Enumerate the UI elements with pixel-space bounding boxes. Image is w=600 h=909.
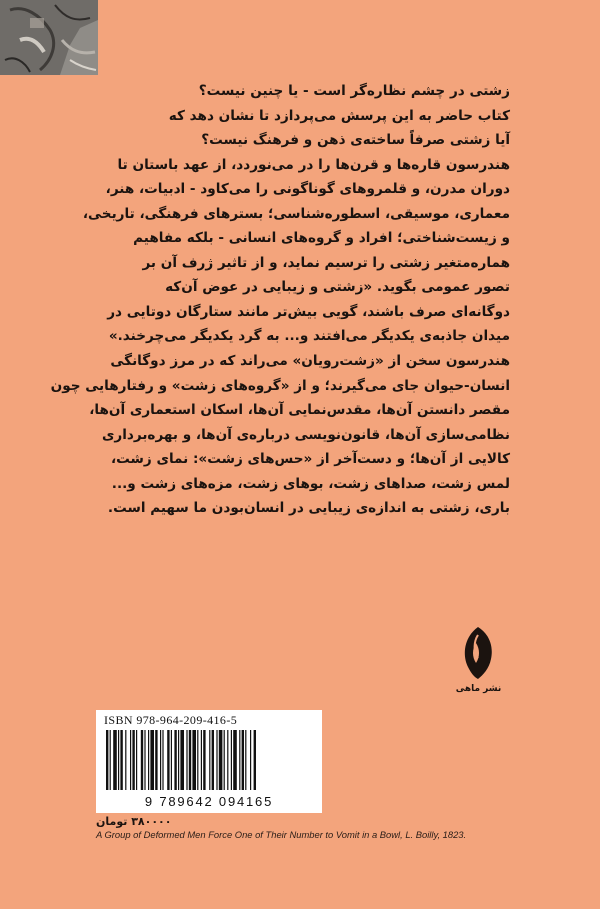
isbn-label: ISBN 978-964-209-416-5 bbox=[104, 713, 238, 727]
blurb-line: نظامی‌سازی آن‌ها، قانون‌نویسی درباره‌ی آن‌ها، و بهره‌برداری bbox=[101, 426, 510, 443]
blurb-line: معماری، موسیقی، اسطوره‌شناسی؛ بسترهای فرهنگی، تاریخی، bbox=[82, 205, 510, 222]
price-label: ۳۸۰۰۰۰ تومان bbox=[96, 815, 172, 828]
blurb-line: میدان جاذبه‌ی یکدیگر می‌افتند و... به گرد یکدیگر می‌چرخند.» bbox=[108, 328, 510, 345]
blurb-line: آیا زشتی صرفاً ساخته‌ی ذهن و فرهنگ نیست؟ bbox=[201, 132, 510, 149]
cover-artwork-fragment bbox=[0, 0, 98, 75]
barcode-digits: 9 789642 094165 bbox=[144, 794, 274, 809]
blurb-line: کالایی از آن‌ها؛ و دست‌آخر از «حس‌های زشت»: نمای زشت، bbox=[111, 451, 510, 468]
publisher-logo-text: نشر ماهی bbox=[456, 684, 501, 694]
barcode-panel bbox=[96, 710, 322, 813]
blurb-line: لمس زشت، صداهای زشت، بوهای زشت، مزه‌های زشت و... bbox=[111, 475, 510, 492]
blurb-line: هندرسون قاره‌ها و قرن‌ها را در می‌نوردد، از عهد باستان تا bbox=[117, 156, 510, 173]
blurb-line: دوگانه‌ای صرف باشند، گویی بیش‌تر مانند ستارگان دوتایی در bbox=[107, 303, 510, 320]
blurb-line: باری، زشتی به اندازه‌ی زیبایی در انسان‌بودن ما سهیم است. bbox=[107, 500, 510, 517]
publisher-logo bbox=[456, 625, 501, 695]
blurb-line: انسان-حیوان جای می‌گیرند؛ و از «گروه‌های زشت» و رفتارهایی چون bbox=[50, 377, 510, 394]
blurb-line: هماره‌متغیر زشتی را ترسیم نماید، و از تاثیر ژرف آن بر bbox=[142, 254, 510, 271]
blurb-line: مقصر دانستن آن‌ها، مقدس‌نمایی آن‌ها، اسکان استعماری آن‌ها، bbox=[89, 402, 510, 419]
blurb-line: هندرسون سخن از «زشت‌رویان» می‌راند که در مرز دوگانگی bbox=[110, 353, 510, 370]
blurb-line: و زیست‌شناختی؛ افراد و گروه‌های انسانی - بلکه مفاهیم bbox=[133, 230, 510, 247]
blurb-line: کتاب حاضر به این پرسش می‌پردازد تا نشان دهد که bbox=[168, 107, 510, 124]
blurb-line: دوران مدرن، و قلمروهای گوناگونی را می‌کاود - ادبیات، هنر، bbox=[105, 181, 510, 198]
blurb-line: تصور عمومی بگوید. «زشتی و زیبایی در عوض آن‌که bbox=[165, 279, 510, 296]
blurb-line: زشتی در چشم نظاره‌گر است - یا چنین نیست؟ bbox=[198, 83, 510, 99]
blurb-text bbox=[50, 79, 510, 521]
artwork-credit: A Group of Deformed Men Force One of Their Number to Vomit in a Bowl, L. Boilly, 1823. bbox=[96, 829, 467, 840]
barcode-bars bbox=[100, 730, 318, 792]
